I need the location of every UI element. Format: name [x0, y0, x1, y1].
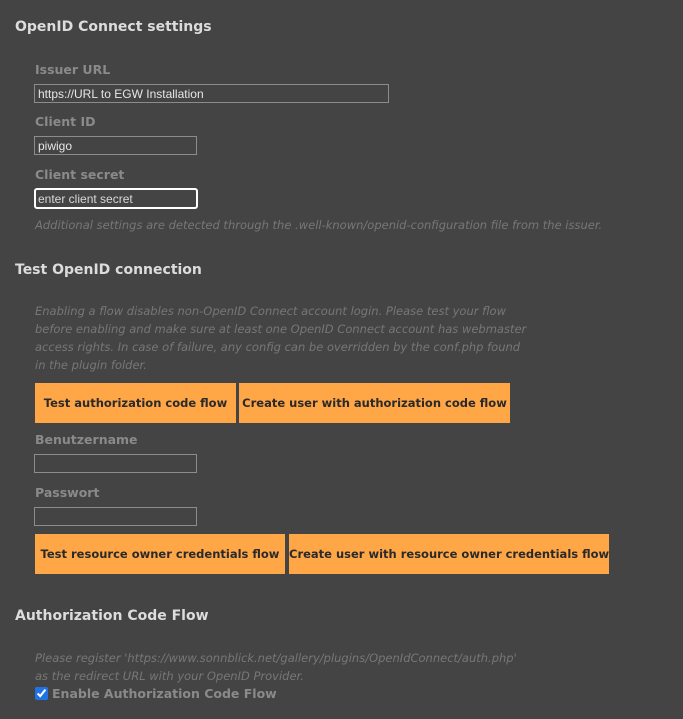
test-authorization-code-flow-button[interactable]: Test authorization code flow [35, 383, 236, 423]
issuer-url-input[interactable] [34, 84, 389, 103]
test-help-line: before enabling and make sure at least one OpenID Connect account has webmaster [35, 322, 527, 336]
issuer-url-label: Issuer URL [35, 62, 111, 77]
authorization-code-flow-title: Authorization Code Flow [15, 608, 209, 624]
openid-settings-title: OpenID Connect settings [15, 19, 212, 35]
test-help-line: Enabling a flow disables non-OpenID Connect account login. Please test your flow [35, 304, 506, 318]
username-input[interactable] [34, 454, 197, 473]
client-id-label: Client ID [35, 114, 96, 129]
enable-authorization-code-flow-checkbox[interactable] [35, 687, 48, 700]
client-secret-input[interactable] [34, 188, 198, 209]
client-id-input[interactable] [34, 136, 197, 155]
test-help-line: access rights. In case of failure, any config can be overridden by the conf.php found [35, 340, 521, 354]
enable-authorization-code-flow-label[interactable]: Enable Authorization Code Flow [52, 686, 277, 701]
password-label: Passwort [35, 485, 100, 500]
authcode-help-line: as the redirect URL with your OpenID Provider. [35, 669, 304, 683]
test-connection-title: Test OpenID connection [15, 262, 202, 278]
password-input[interactable] [34, 507, 197, 526]
openid-settings-help: Additional settings are detected through the .well-known/openid-configuration file from the issuer. [35, 218, 603, 232]
create-user-resource-owner-credentials-flow-button[interactable]: Create user with resource owner credentials flow [289, 534, 609, 574]
client-secret-label: Client secret [35, 167, 125, 182]
authcode-help-text [35, 649, 517, 685]
enable-authorization-code-flow-row [35, 686, 277, 701]
test-help-text [35, 302, 526, 374]
test-resource-owner-credentials-flow-button[interactable]: Test resource owner credentials flow [35, 534, 285, 574]
authcode-help-line: Please register 'https://www.sonnblick.net/gallery/plugins/OpenIdConnect/auth.php' [35, 651, 517, 665]
username-label: Benutzername [35, 432, 138, 447]
test-help-line: in the plugin folder. [35, 358, 147, 372]
create-user-authorization-code-flow-button[interactable]: Create user with authorization code flow [239, 383, 510, 423]
